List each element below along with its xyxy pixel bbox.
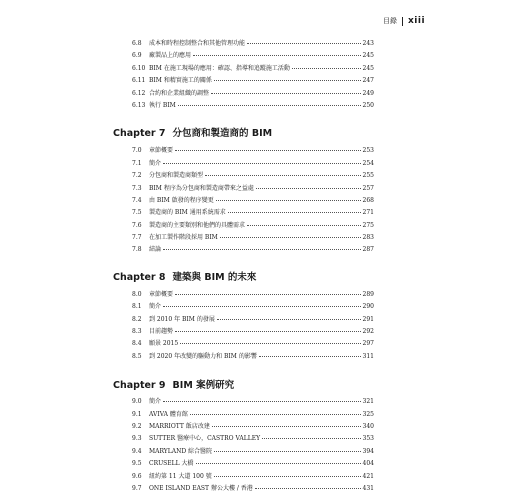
header-label: 目錄 bbox=[383, 17, 397, 25]
entry-page: 245 bbox=[362, 52, 374, 60]
toc-entry bbox=[132, 63, 374, 75]
toc-entry bbox=[132, 396, 374, 408]
dot-leader bbox=[292, 68, 361, 69]
dot-leader bbox=[256, 188, 361, 189]
entry-page: 287 bbox=[362, 246, 374, 254]
dot-leader bbox=[175, 294, 361, 295]
toc-entry bbox=[132, 75, 374, 87]
entry-page: 340 bbox=[362, 422, 374, 430]
entry-title: 結論 bbox=[149, 246, 162, 254]
entry-title: CRUSELL 大橋 bbox=[149, 460, 194, 468]
dot-leader bbox=[259, 356, 361, 357]
entry-number: 7.0 bbox=[132, 147, 142, 155]
toc-entry bbox=[132, 471, 374, 483]
entry-page: 247 bbox=[362, 77, 374, 85]
dot-leader bbox=[175, 150, 361, 151]
toc-entry bbox=[132, 314, 374, 326]
entry-title: MARYLAND 綜合醫院 bbox=[149, 447, 213, 455]
toc-entry bbox=[132, 38, 374, 50]
dot-leader bbox=[175, 331, 361, 332]
entry-title: BIM 程序為分包商和製造商帶來之益處 bbox=[149, 184, 254, 192]
entry-number: 9.6 bbox=[132, 472, 142, 480]
entry-title: 由 BIM 啟發的程序變更 bbox=[149, 196, 214, 204]
entry-page: 297 bbox=[362, 340, 374, 348]
dot-leader bbox=[196, 463, 361, 464]
entry-page: 245 bbox=[362, 64, 374, 72]
entry-number: 7.3 bbox=[132, 184, 142, 192]
entry-number: 7.5 bbox=[132, 209, 142, 217]
entry-title: 成本和時程控制整合和其他管理功能 bbox=[149, 40, 246, 47]
entry-title: 執行 BIM bbox=[149, 101, 176, 109]
dot-leader bbox=[178, 105, 361, 106]
toc-entry bbox=[132, 351, 374, 363]
toc-section-chapter-8 bbox=[113, 271, 374, 363]
entry-number: 6.13 bbox=[132, 101, 146, 109]
entry-page: 253 bbox=[362, 147, 374, 155]
dot-leader bbox=[214, 476, 361, 477]
entry-number: 9.3 bbox=[132, 435, 142, 443]
entry-page: 254 bbox=[362, 159, 374, 167]
dot-leader bbox=[217, 319, 361, 320]
toc-entry bbox=[132, 326, 374, 338]
running-header bbox=[383, 16, 425, 26]
table-of-contents bbox=[113, 38, 374, 495]
chapter-label: Chapter 8 bbox=[113, 271, 166, 283]
entry-number: 7.4 bbox=[132, 196, 142, 204]
dot-leader bbox=[220, 237, 361, 238]
entry-page: 292 bbox=[362, 328, 374, 336]
toc-entry bbox=[132, 88, 374, 100]
entry-number: 7.1 bbox=[132, 159, 142, 167]
chapter-heading bbox=[113, 271, 374, 285]
entry-page: 291 bbox=[362, 315, 374, 323]
entry-number: 6.11 bbox=[132, 77, 146, 85]
entry-title: BIM 在施工現場的應用：確認、指導和追蹤施工活動 bbox=[149, 64, 290, 72]
dot-leader bbox=[163, 306, 361, 307]
entry-page: 283 bbox=[362, 234, 374, 242]
entry-number: 9.0 bbox=[132, 398, 142, 406]
toc-entry bbox=[132, 100, 374, 112]
toc-entry bbox=[132, 232, 374, 244]
dot-leader bbox=[163, 249, 361, 250]
entry-number: 8.4 bbox=[132, 340, 142, 348]
toc-entry bbox=[132, 195, 374, 207]
dot-leader bbox=[214, 451, 360, 452]
entry-title: 願景 2015 bbox=[149, 340, 179, 348]
entry-number: 7.8 bbox=[132, 246, 142, 254]
entry-title: 章節概要 bbox=[149, 147, 174, 155]
entry-number: 6.8 bbox=[132, 40, 142, 47]
entry-title: 合約和企業組織的調整 bbox=[149, 89, 210, 97]
entry-number: 7.2 bbox=[132, 172, 142, 180]
entry-number: 7.7 bbox=[132, 234, 142, 242]
toc-entry bbox=[132, 220, 374, 232]
entry-page: 311 bbox=[362, 352, 374, 360]
entry-title: 紐約第 11 大道 100 號 bbox=[149, 472, 212, 480]
entry-page: 404 bbox=[362, 460, 374, 468]
entry-page: 275 bbox=[362, 221, 374, 229]
toc-entry bbox=[132, 158, 374, 170]
dot-leader bbox=[163, 401, 361, 402]
dot-leader bbox=[247, 43, 361, 44]
entry-number: 8.1 bbox=[132, 303, 142, 311]
entry-number: 8.2 bbox=[132, 315, 142, 323]
toc-entry bbox=[132, 301, 374, 313]
entry-number: 9.7 bbox=[132, 484, 142, 492]
entry-title: 簡介 bbox=[149, 398, 162, 406]
toc-section-chapter-9 bbox=[113, 379, 374, 495]
toc-entry bbox=[132, 289, 374, 301]
dot-leader bbox=[211, 93, 361, 94]
dot-leader bbox=[255, 488, 361, 489]
chapter-label: Chapter 9 bbox=[113, 380, 166, 392]
toc-entry bbox=[132, 338, 374, 350]
entry-page: 431 bbox=[362, 484, 374, 492]
header-divider bbox=[402, 17, 403, 26]
entry-title: 製造商的 BIM 通用系統需求 bbox=[149, 209, 226, 217]
toc-entry bbox=[132, 145, 374, 157]
chapter-label: Chapter 7 bbox=[113, 128, 166, 140]
toc-entry bbox=[132, 483, 374, 495]
chapter-heading bbox=[113, 127, 374, 141]
entry-number: 7.6 bbox=[132, 221, 142, 229]
entry-title: AVIVA 體育館 bbox=[149, 410, 188, 418]
dot-leader bbox=[212, 426, 361, 427]
entry-page: 290 bbox=[362, 303, 374, 311]
entry-number: 9.4 bbox=[132, 447, 142, 455]
entry-number: 6.12 bbox=[132, 89, 146, 97]
entry-page: 289 bbox=[362, 290, 374, 298]
entry-title: 目前趨勢 bbox=[149, 328, 174, 336]
dot-leader bbox=[214, 80, 361, 81]
entry-number: 6.9 bbox=[132, 52, 142, 60]
entry-title: 到 2020 年改變的驅動力和 BIM 的影響 bbox=[149, 352, 257, 360]
dot-leader bbox=[193, 55, 361, 56]
entry-page: 394 bbox=[362, 447, 374, 455]
entry-title: 到 2010 年 BIM 的發展 bbox=[149, 315, 215, 323]
toc-entry bbox=[132, 244, 374, 256]
entry-number: 9.5 bbox=[132, 460, 142, 468]
entry-page: 271 bbox=[362, 209, 374, 217]
dot-leader bbox=[205, 175, 361, 176]
dot-leader bbox=[180, 343, 360, 344]
entry-page: 268 bbox=[362, 196, 374, 204]
entry-title: 製造商的主要類別和他們的具體需求 bbox=[149, 221, 246, 229]
entry-title: 廠製品上的應用 bbox=[149, 52, 192, 60]
entry-page: 353 bbox=[362, 435, 374, 443]
dot-leader bbox=[216, 200, 361, 201]
entry-title: MARRIOTT 飯店改建 bbox=[149, 422, 210, 430]
dot-leader bbox=[163, 163, 361, 164]
dot-leader bbox=[228, 212, 361, 213]
entry-number: 9.1 bbox=[132, 410, 142, 418]
dot-leader bbox=[247, 225, 361, 226]
entry-title: SUTTER 醫療中心，CASTRO VALLEY bbox=[149, 435, 261, 443]
toc-entry bbox=[132, 433, 374, 445]
entry-title: 簡介 bbox=[149, 159, 162, 167]
header-page-number: xiii bbox=[408, 16, 426, 26]
entry-page: 325 bbox=[362, 410, 374, 418]
entry-page: 249 bbox=[362, 89, 374, 97]
entry-page: 250 bbox=[362, 101, 374, 109]
entry-number: 9.2 bbox=[132, 422, 142, 430]
entry-page: 257 bbox=[362, 184, 374, 192]
toc-entry bbox=[132, 183, 374, 195]
chapter-title: 建築與 BIM 的未來 bbox=[172, 271, 257, 283]
entry-number: 8.3 bbox=[132, 328, 142, 336]
dot-leader bbox=[262, 438, 361, 439]
entry-title: BIM 和精實施工的關係 bbox=[149, 77, 212, 85]
entry-title: 簡介 bbox=[149, 303, 162, 311]
toc-section-chapter-6-continued bbox=[132, 38, 374, 112]
toc-entry bbox=[132, 446, 374, 458]
entry-number: 8.0 bbox=[132, 290, 142, 298]
toc-entry bbox=[132, 50, 374, 62]
toc-entry bbox=[132, 409, 374, 421]
entry-title: 章節概要 bbox=[149, 290, 174, 298]
toc-entry bbox=[132, 170, 374, 182]
toc-entry bbox=[132, 458, 374, 470]
entry-page: 243 bbox=[362, 40, 374, 47]
chapter-heading bbox=[113, 379, 374, 393]
toc-entry bbox=[132, 207, 374, 219]
entry-title: 分包商和製造商類型 bbox=[149, 172, 204, 180]
chapter-title: 分包商和製造商的 BIM bbox=[172, 128, 273, 140]
toc-section-chapter-7 bbox=[113, 127, 374, 257]
entry-page: 421 bbox=[362, 472, 374, 480]
entry-page: 255 bbox=[362, 172, 374, 180]
entry-number: 8.5 bbox=[132, 352, 142, 360]
chapter-title: BIM 案例研究 bbox=[172, 380, 235, 392]
entry-page: 321 bbox=[362, 398, 374, 406]
toc-entry bbox=[132, 421, 374, 433]
entry-number: 6.10 bbox=[132, 64, 146, 72]
entry-title: ONE ISLAND EAST 辦公大樓 / 香港 bbox=[149, 484, 253, 492]
dot-leader bbox=[190, 414, 361, 415]
entry-title: 在加工製作階段採用 BIM bbox=[149, 234, 218, 242]
